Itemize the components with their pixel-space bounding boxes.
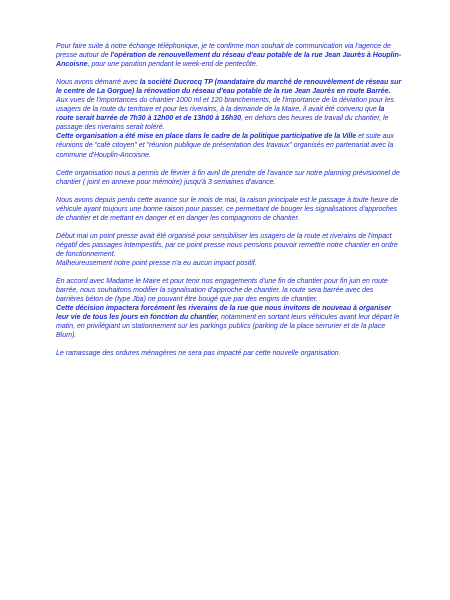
text-run: , en dehors des heures de travail du chantier, le passage des riverains serait toléré. — [56, 115, 389, 132]
text-run: Cette organisation nous a permis de février à fin avril de prendre de l'avance sur notre planning prévisionnel de chantier ( joint en annexe pour mémoire) jusqu'à 3 semaines d'avance. — [56, 169, 400, 186]
text-run-bold: Cette organisation a été mise en place dans le cadre de la politique participative de la Ville — [56, 133, 357, 141]
paragraph-intro — [56, 42, 402, 69]
text-run: Aux vues de l'importances du chantier 1000 ml et 120 branchements, de l'importance de la déviation pour les usagers de la route du territoire et pour les riverains, à la demande de la Maire, il avait été convenu que — [56, 97, 394, 114]
text-run-bold: l'opération de renouvellement du réseau d'eau potable de la rue Jean Jaurès à Houplin-Ancoisne — [56, 52, 402, 69]
paragraph-waste — [56, 349, 402, 358]
text-run-bold: la société Ducrocq TP (mandataire du marché de renouvèlement de réseau sur le centre de La Gorgue) la rénovation du réseau d'eau potable de la rue Jean Jaurès en route Barrée. — [56, 79, 402, 96]
text-run: et suite aux réunions de "café citoyen" et "réunion publique de présentation des travaux" organisés en partenariat avec la commune d'Houplin-Ancoisne. — [56, 133, 394, 159]
text-run: En accord avec Madame le Maire et pour tenir nos engagements d'une fin de chantier pour fin juin en route barrée, nous souhaitons modifier la signalisation d'approche de chantier, la route sera barrée avec des barrières béton de (type Jba) ne pouvant être bougé que par des engins de chantier. — [56, 277, 388, 304]
text-run: Pour faire suite à notre échange téléphonique, je te confirme mon souhait de communication via l'agence de presse autour de — [56, 43, 391, 60]
text-run: notamment en sortant leurs véhicules avant leur départ le matin, en privilégiant un stationnement sur les parkings publics (parking de la place serrurier et de la place Blum). — [56, 314, 400, 340]
letter-body — [56, 42, 402, 367]
paragraph-lost-advance — [56, 196, 402, 223]
text-run: Début mai un point presse avait été organisé pour sensibiliser les usagers de la route et riverains de l'impact négatif des passages intempestifs, par ce point presse nous pensions pouvoir remettre notre chantier en ordre de fonctionnement. Malheureusement notre point presse n'a eu aucun impact positif. — [56, 232, 398, 267]
paragraph-advance — [56, 169, 402, 187]
text-run-bold: la route serait barrée de 7h30 à 12h00 et de 13h00 à 16h30 — [56, 106, 385, 123]
paragraph-decision — [56, 277, 402, 340]
text-run: Nous avons depuis perdu cette avance sur le mois de mai, la raison principale est le passage à toute heure de véhicule ayant toujours une bonne raison pour passer, ce permettant de bouger les signalisations d'approches de chantier et de mettant en danger et en danger les compagnons de chantier. — [56, 196, 399, 222]
text-run-bold: Cette décision impactera forcément les riverains de la rue que nous invitons de nouveau à organiser leur vie de tous les jours en fonction du chantier, — [56, 305, 391, 322]
paragraph-context — [56, 78, 402, 159]
text-run: Nous avons démarré avec — [56, 79, 140, 87]
text-run: Le ramassage des ordures ménagères ne sera pas impacté par cette nouvelle organisation. — [56, 350, 341, 358]
paragraph-press-point — [56, 232, 402, 268]
text-run: , pour une parution pendant le week-end de pentecôte. — [87, 61, 258, 69]
